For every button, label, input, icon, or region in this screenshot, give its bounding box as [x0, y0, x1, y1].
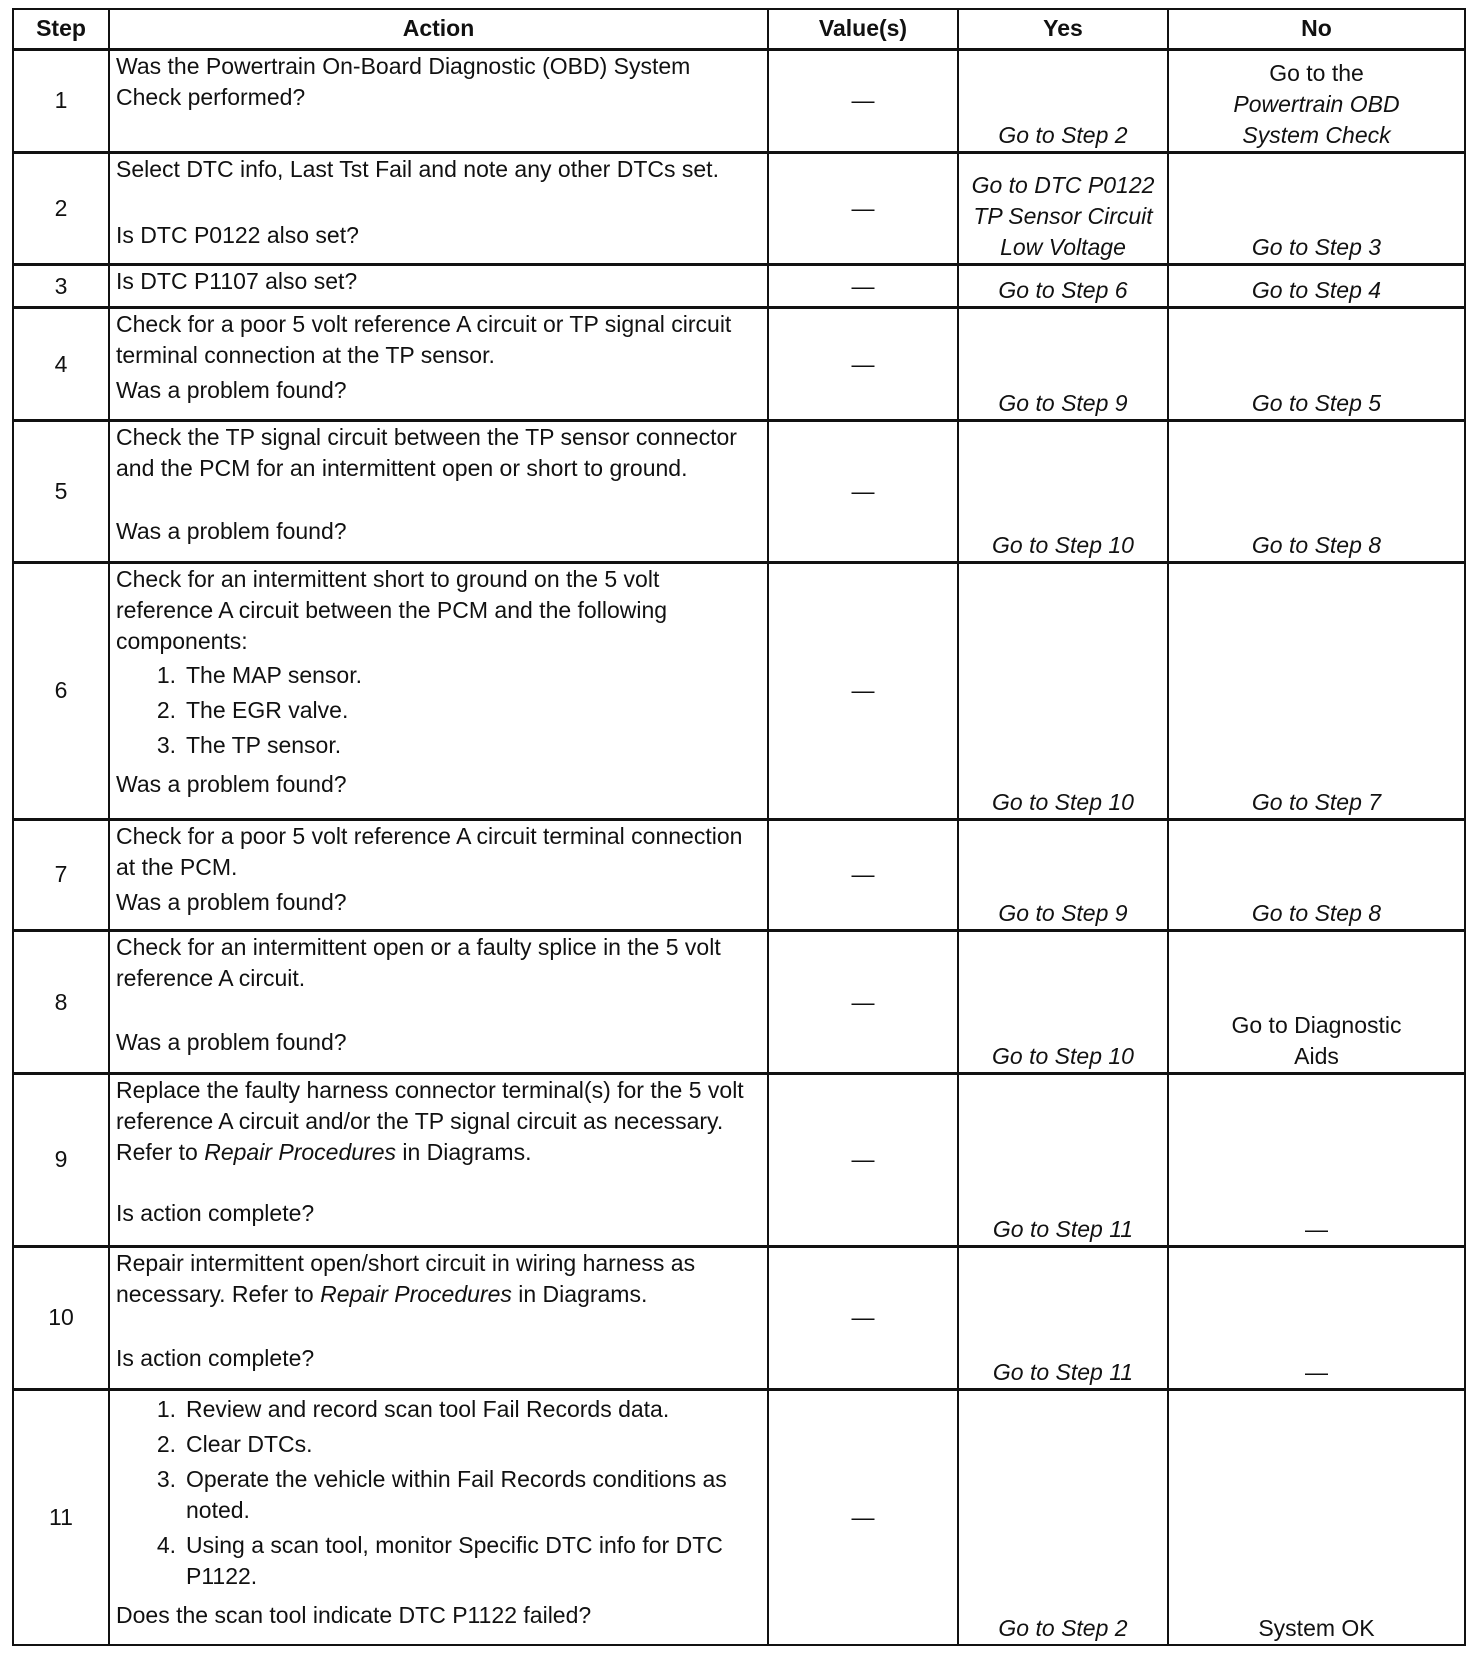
step-number: 10: [13, 1246, 109, 1389]
action-text-part: Replace the faulty harness connector terminal(s) for the 5 volt reference A circuit and/or the TP signal circuit as necessary. Refer to: [116, 1077, 744, 1166]
header-yes: Yes: [958, 9, 1168, 49]
repair-procedures-reference: Repair Procedures: [320, 1280, 512, 1307]
action-text: [116, 1248, 761, 1310]
action-text: Check for an intermittent short to ground on the 5 volt reference A circuit between the PCM and the following components:: [116, 565, 668, 654]
value-cell: —: [768, 49, 958, 152]
table-row: [13, 1246, 1465, 1389]
yes-link-text: TP Sensor Circuit: [973, 203, 1153, 230]
yes-link-text: Go to DTC P0122: [971, 172, 1155, 199]
action-question: Was a problem found?: [116, 770, 347, 797]
yes-link-text: Go to Step 9: [998, 389, 1128, 416]
step-number: 7: [13, 819, 109, 931]
action-text-part: Repair intermittent open/short circuit in wiring harness as necessary. Refer to: [116, 1249, 696, 1307]
value-cell: —: [768, 1246, 958, 1389]
action-text: Was the Powertrain On-Board Diagnostic (OBD) System Check performed?: [116, 52, 691, 110]
action-list-item: [116, 1394, 761, 1425]
list-item-number: 2.: [156, 1430, 176, 1457]
no-link-text: Aids: [1294, 1043, 1339, 1070]
action-list-item: [116, 730, 761, 761]
action-list-item: [116, 1530, 761, 1592]
action-cell: [109, 420, 768, 562]
yes-link-text: Go to Step 10: [992, 531, 1134, 558]
list-item-number: 4.: [156, 1531, 176, 1558]
no-cell: [1168, 265, 1465, 308]
list-item-number: 1.: [156, 1395, 176, 1422]
step-number: 5: [13, 420, 109, 562]
yes-link-text: Go to Step 10: [992, 788, 1134, 815]
yes-cell: [958, 49, 1168, 152]
step-number: 1: [13, 49, 109, 152]
step-number: 2: [13, 152, 109, 265]
action-text: Check for a poor 5 volt reference A circuit terminal connection at the PCM.: [116, 822, 743, 880]
list-item-number: 1.: [156, 661, 176, 688]
list-item-number: 2.: [156, 696, 176, 723]
header-row: [13, 9, 1465, 49]
action-cell: [109, 562, 768, 819]
action-cell: [109, 1389, 768, 1645]
list-item-text: The TP sensor.: [186, 731, 342, 758]
value-cell: —: [768, 562, 958, 819]
action-cell: [109, 1246, 768, 1389]
yes-cell: [958, 1246, 1168, 1389]
step-number: 11: [13, 1389, 109, 1645]
action-question: Was a problem found?: [116, 1029, 347, 1056]
yes-link-text: Go to Step 2: [998, 121, 1128, 148]
yes-link-text: Go to Step 10: [992, 1043, 1134, 1070]
no-cell: [1168, 819, 1465, 931]
table-row: [13, 152, 1465, 265]
yes-link-text: Go to Step 9: [998, 900, 1128, 927]
no-link-text: Powertrain OBD: [1233, 90, 1400, 117]
value-cell: —: [768, 1389, 958, 1645]
value-cell: —: [768, 265, 958, 308]
action-question: Is action complete?: [116, 1200, 315, 1227]
no-link-text: Go to Step 8: [1251, 900, 1382, 927]
action-cell: [109, 265, 768, 308]
no-link-text: System Check: [1242, 121, 1391, 148]
no-cell: [1168, 1246, 1465, 1389]
table-row: [13, 562, 1465, 819]
yes-cell: [958, 420, 1168, 562]
yes-cell: [958, 265, 1168, 308]
yes-cell: [958, 931, 1168, 1074]
action-question: Is DTC P0122 also set?: [116, 221, 359, 248]
list-item-text: Operate the vehicle within Fail Records conditions as noted.: [186, 1465, 727, 1523]
action-text: Select DTC info, Last Tst Fail and note any other DTCs set.: [116, 155, 719, 182]
table-row: [13, 1389, 1465, 1645]
table-row: [13, 420, 1465, 562]
table-row: [13, 308, 1465, 421]
header-no: No: [1168, 9, 1465, 49]
action-question: Was a problem found?: [116, 888, 347, 915]
header-step: Step: [13, 9, 109, 49]
yes-link-text: Go to Step 6: [998, 277, 1128, 304]
no-link-text: —: [1305, 1358, 1328, 1385]
no-link-text: Go to Step 7: [1251, 788, 1382, 815]
yes-cell: [958, 152, 1168, 265]
value-cell: —: [768, 308, 958, 421]
list-item-text: Clear DTCs.: [186, 1430, 313, 1457]
list-item-number: 3.: [156, 1465, 176, 1492]
list-item-number: 3.: [156, 731, 176, 758]
value-cell: —: [768, 819, 958, 931]
header-action: Action: [109, 9, 768, 49]
yes-cell: [958, 1389, 1168, 1645]
step-number: 8: [13, 931, 109, 1074]
no-cell: [1168, 420, 1465, 562]
action-list-item: [116, 1464, 761, 1526]
table-row: [13, 819, 1465, 931]
value-cell: —: [768, 1074, 958, 1247]
yes-link-text: Go to Step 11: [992, 1215, 1134, 1242]
no-link-text: Go to Step 3: [1251, 234, 1382, 261]
action-question: Was a problem found?: [116, 517, 347, 544]
no-cell: [1168, 1389, 1465, 1645]
action-text: Check the TP signal circuit between the TP sensor connector and the PCM for an intermittent open or short to ground.: [116, 423, 737, 481]
table-row: [13, 265, 1465, 308]
no-cell: [1168, 931, 1465, 1074]
yes-link-text: Go to Step 2: [998, 1615, 1128, 1641]
table-row: [13, 931, 1465, 1074]
action-text: Is DTC P1107 also set?: [116, 268, 358, 295]
diagnostic-table: [12, 8, 1466, 1646]
yes-link-text: Low Voltage: [1000, 234, 1126, 261]
no-link-text: Go to Step 4: [1251, 277, 1382, 304]
repair-procedures-reference: Repair Procedures: [204, 1139, 396, 1166]
no-link-text: Go to Step 5: [1251, 389, 1382, 416]
list-item-text: The MAP sensor.: [186, 661, 362, 688]
action-question: Was a problem found?: [116, 377, 347, 404]
table-row: [13, 1074, 1465, 1247]
action-text-part: in Diagrams.: [511, 1280, 648, 1307]
yes-link-text: Go to Step 11: [992, 1358, 1134, 1385]
action-list-item: [116, 660, 761, 691]
step-number: 4: [13, 308, 109, 421]
action-list-item: [116, 1429, 761, 1460]
no-link-text: Go to the: [1269, 59, 1364, 86]
table-row: [13, 49, 1465, 152]
no-cell: [1168, 152, 1465, 265]
action-cell: [109, 931, 768, 1074]
action-text-part: in Diagrams.: [395, 1139, 532, 1166]
list-item-text: Review and record scan tool Fail Records data.: [186, 1395, 670, 1422]
step-number: 3: [13, 265, 109, 308]
action-cell: [109, 819, 768, 931]
step-number: 9: [13, 1074, 109, 1247]
action-text: Check for a poor 5 volt reference A circuit or TP signal circuit terminal connection at the TP sensor.: [116, 311, 732, 369]
no-link-text: Go to Diagnostic: [1231, 1012, 1402, 1039]
no-cell: [1168, 49, 1465, 152]
yes-cell: [958, 308, 1168, 421]
action-cell: [109, 49, 768, 152]
no-cell: [1168, 1074, 1465, 1247]
action-cell: [109, 152, 768, 265]
no-link-text: System OK: [1258, 1615, 1375, 1641]
no-link-text: Go to Step 8: [1251, 531, 1382, 558]
step-number: 6: [13, 562, 109, 819]
action-question: Does the scan tool indicate DTC P1122 failed?: [116, 1601, 592, 1628]
no-cell: [1168, 308, 1465, 421]
action-list-item: [116, 695, 761, 726]
value-cell: —: [768, 420, 958, 562]
table-body: [13, 49, 1465, 1645]
value-cell: —: [768, 152, 958, 265]
action-cell: [109, 1074, 768, 1247]
action-cell: [109, 308, 768, 421]
no-link-text: —: [1305, 1215, 1328, 1242]
list-item-text: Using a scan tool, monitor Specific DTC info for DTC P1122.: [186, 1531, 723, 1589]
yes-cell: [958, 562, 1168, 819]
header-values: Value(s): [768, 9, 958, 49]
action-text: [116, 1075, 761, 1168]
value-cell: —: [768, 931, 958, 1074]
list-item-text: The EGR valve.: [186, 696, 349, 723]
yes-cell: [958, 1074, 1168, 1247]
no-cell: [1168, 562, 1465, 819]
action-text: Check for an intermittent open or a faulty splice in the 5 volt reference A circuit.: [116, 934, 721, 992]
yes-cell: [958, 819, 1168, 931]
action-question: Is action complete?: [116, 1344, 315, 1371]
